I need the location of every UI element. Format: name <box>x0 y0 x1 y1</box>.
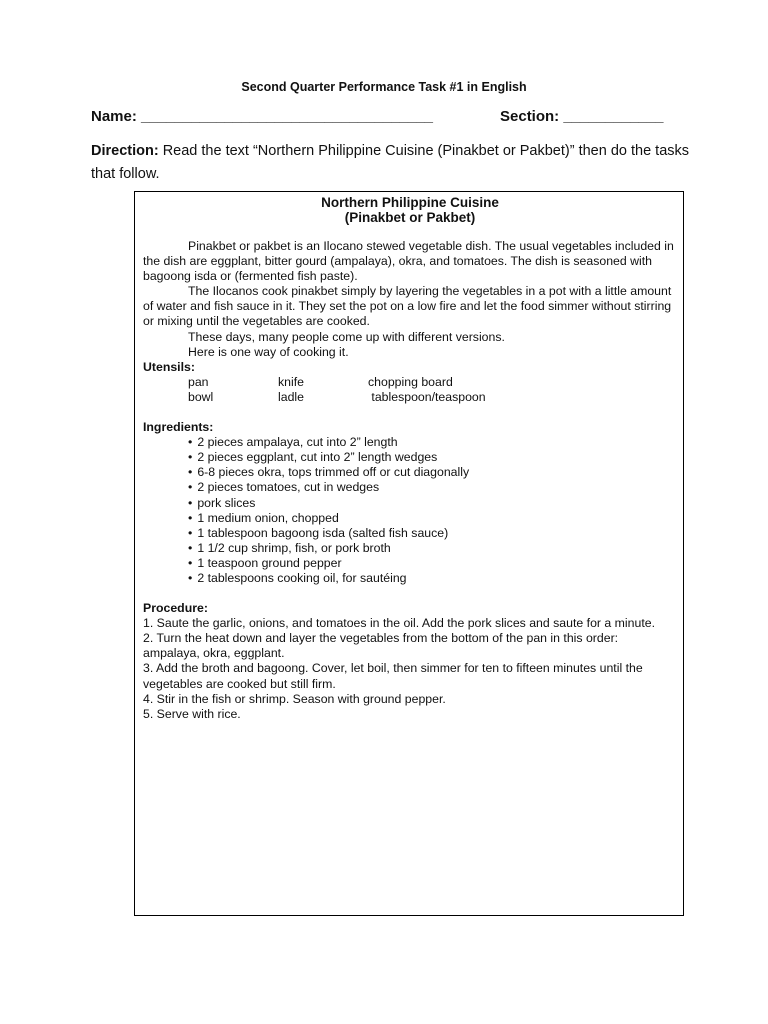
utensil-item: tablespoon/teaspoon <box>368 389 486 404</box>
utensil-item: bowl <box>188 389 214 404</box>
name-field: Name: ___________________________________ <box>91 108 433 125</box>
list-item: • 2 tablespoons cooking oil, for sautéing <box>188 571 678 586</box>
article-title-line-1: Northern Philippine Cuisine <box>321 195 499 210</box>
article-body <box>143 239 678 722</box>
procedure-step: 1. Saute the garlic, onions, and tomatoes in the oil. Add the pork slices and saute for a minute. <box>143 616 655 631</box>
utensils-row <box>143 390 678 405</box>
article-box <box>134 191 684 916</box>
utensils-row <box>143 375 678 390</box>
list-item: • 1 medium onion, chopped <box>188 511 678 526</box>
page-title: Second Quarter Performance Task #1 in English <box>241 80 527 94</box>
list-item: • 1 teaspoon ground pepper <box>188 556 678 571</box>
list-item: • 2 pieces tomatoes, cut in wedges <box>188 480 678 495</box>
utensil-item: pan <box>188 374 209 389</box>
paragraph: Pinakbet or pakbet is an Ilocano stewed vegetable dish. The usual vegetables included in the dish are eggplant, bitter gourd (ampalaya), okra, and tomatoes. The dish is seasoned with bagoong isda or (fermented fish paste). <box>143 239 674 284</box>
procedure-step: 5. Serve with rice. <box>143 706 241 721</box>
list-item: • 1 tablespoon bagoong isda (salted fish sauce) <box>188 526 678 541</box>
list-item: • 2 pieces ampalaya, cut into 2” length <box>188 435 678 450</box>
paragraph: The Ilocanos cook pinakbet simply by layering the vegetables in a pot with a little amount of water and fish sauce in it. They set the pot on a low fire and let the food simmer without stirring or mixing until the vegetables are cooked. <box>143 284 672 329</box>
paragraph: These days, many people come up with different versions. <box>188 329 505 344</box>
utensil-item: ladle <box>278 389 304 404</box>
ingredients-heading: Ingredients: <box>143 420 214 435</box>
procedure-step: 4. Stir in the fish or shrimp. Season with ground pepper. <box>143 691 446 706</box>
procedure-step: 3. Add the broth and bagoong. Cover, let boil, then simmer for ten to fifteen minutes until the vegetables are cooked but still firm. <box>143 661 643 691</box>
procedure-heading: Procedure: <box>143 601 208 616</box>
direction-body: Read the text “Northern Philippine Cuisine (Pinakbet or Pakbet)” then do the tasks that follow. <box>91 143 690 182</box>
article-title <box>135 195 685 225</box>
article-title-line-2: (Pinakbet or Pakbet) <box>344 210 476 225</box>
list-item: • 2 pieces eggplant, cut into 2” length wedges <box>188 450 678 465</box>
direction-label: Direction: <box>91 143 159 159</box>
list-item: • 6-8 pieces okra, tops trimmed off or cut diagonally <box>188 465 678 480</box>
procedure-step: 2. Turn the heat down and layer the vegetables from the bottom of the pan in this order: ampalaya, okra, eggplant. <box>143 631 619 661</box>
list-item: • 1 1/2 cup shrimp, fish, or pork broth <box>188 541 678 556</box>
utensils-heading: Utensils: <box>143 359 195 374</box>
paragraph: Here is one way of cooking it. <box>188 344 349 359</box>
utensil-item: knife <box>278 374 304 389</box>
direction-text <box>91 140 691 186</box>
utensil-item: chopping board <box>368 374 453 389</box>
ingredients-list <box>143 435 678 586</box>
section-field: Section: ____________ <box>500 108 664 125</box>
list-item: • pork slices <box>188 496 678 511</box>
